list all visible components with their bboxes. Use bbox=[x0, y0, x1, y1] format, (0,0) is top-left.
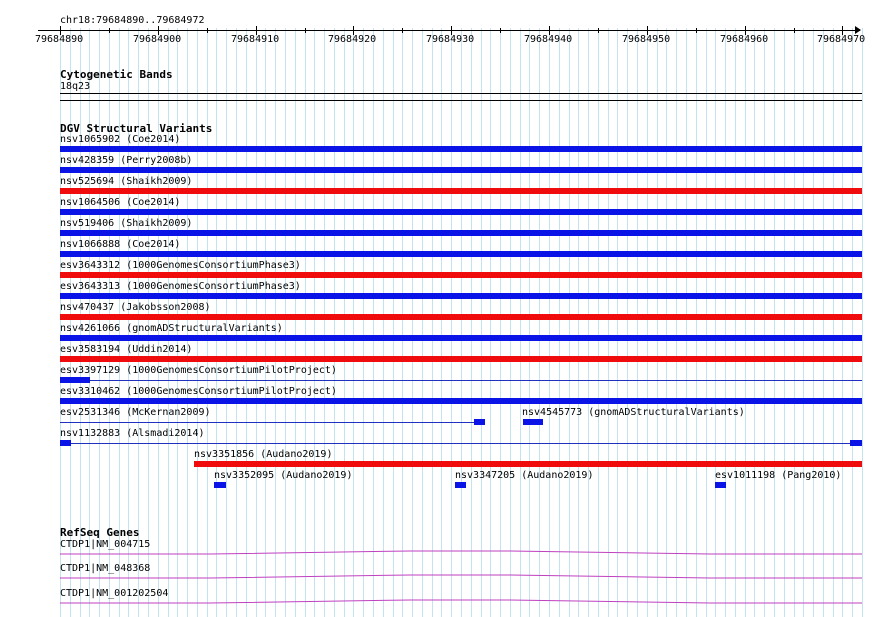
grid-line bbox=[676, 28, 677, 617]
grid-line bbox=[363, 28, 364, 617]
grid-line bbox=[451, 28, 452, 617]
dgv-track-title: DGV Structural Variants bbox=[60, 122, 213, 135]
grid-line bbox=[539, 28, 540, 617]
dgv-feature-bar[interactable] bbox=[60, 398, 862, 404]
dgv-feature-label: esv3397129 (1000GenomesConsortiumPilotProject) bbox=[60, 365, 337, 376]
dgv-feature-bar[interactable] bbox=[474, 419, 485, 425]
dgv-feature-bar[interactable] bbox=[455, 482, 466, 488]
grid-line bbox=[862, 28, 863, 617]
grid-line bbox=[393, 28, 394, 617]
dgv-feature-label: nsv1132883 (Alsmadi2014) bbox=[60, 428, 205, 439]
dgv-feature-bar[interactable] bbox=[60, 272, 862, 278]
dgv-feature-label: nsv3347205 (Audano2019) bbox=[455, 470, 594, 481]
cytoband-track-title: Cytogenetic Bands bbox=[60, 68, 173, 81]
dgv-feature-bar[interactable] bbox=[60, 335, 862, 341]
grid-line bbox=[637, 28, 638, 617]
grid-line bbox=[510, 28, 511, 617]
ruler-tick-label: 79684920 bbox=[328, 34, 377, 45]
cytoband-label: 18q23 bbox=[60, 81, 91, 92]
ruler-tick-label: 79684970 bbox=[817, 34, 866, 45]
grid-line bbox=[803, 28, 804, 617]
grid-line bbox=[627, 28, 628, 617]
grid-line bbox=[764, 28, 765, 617]
grid-line bbox=[314, 28, 315, 617]
grid-line bbox=[725, 28, 726, 617]
grid-line bbox=[666, 28, 667, 617]
grid-line bbox=[617, 28, 618, 617]
dgv-feature-label: nsv519406 (Shaikh2009) bbox=[60, 218, 193, 229]
grid-line bbox=[324, 28, 325, 617]
grid-line bbox=[432, 28, 433, 617]
dgv-feature-label: nsv4261066 (gnomADStructuralVariants) bbox=[60, 323, 283, 334]
ruler-minor-tick bbox=[598, 28, 599, 33]
dgv-feature-connector[interactable] bbox=[60, 380, 862, 381]
grid-line bbox=[490, 28, 491, 617]
dgv-feature-label: esv3310462 (1000GenomesConsortiumPilotProject) bbox=[60, 386, 337, 397]
refseq-track-title: RefSeq Genes bbox=[60, 526, 140, 539]
grid-line bbox=[305, 28, 306, 617]
dgv-feature-bar[interactable] bbox=[715, 482, 726, 488]
grid-line bbox=[481, 28, 482, 617]
dgv-feature-label: esv3643312 (1000GenomesConsortiumPhase3) bbox=[60, 260, 301, 271]
cytoband-divider bbox=[60, 100, 862, 101]
grid-line bbox=[686, 28, 687, 617]
cytoband-line[interactable] bbox=[60, 93, 862, 94]
ruler-tick-label: 79684890 bbox=[35, 34, 84, 45]
grid-line bbox=[813, 28, 814, 617]
grid-line bbox=[754, 28, 755, 617]
dgv-feature-bar[interactable] bbox=[523, 419, 543, 425]
grid-line bbox=[295, 28, 296, 617]
dgv-feature-label: nsv525694 (Shaikh2009) bbox=[60, 176, 193, 187]
dgv-feature-label: nsv3352095 (Audano2019) bbox=[214, 470, 353, 481]
dgv-feature-label: nsv470437 (Jakobsson2008) bbox=[60, 302, 211, 313]
ruler-minor-tick bbox=[696, 28, 697, 33]
grid-line bbox=[529, 28, 530, 617]
grid-line bbox=[344, 28, 345, 617]
dgv-feature-label: nsv1066888 (Coe2014) bbox=[60, 239, 181, 250]
grid-line bbox=[422, 28, 423, 617]
grid-line bbox=[745, 28, 746, 617]
dgv-feature-label: esv2531346 (McKernan2009) bbox=[60, 407, 211, 418]
ruler-minor-tick bbox=[207, 28, 208, 33]
dgv-feature-label: esv3583194 (Uddin2014) bbox=[60, 344, 193, 355]
ruler-minor-tick bbox=[109, 28, 110, 33]
grid-line bbox=[794, 28, 795, 617]
grid-line bbox=[353, 28, 354, 617]
dgv-feature-bar[interactable] bbox=[60, 188, 862, 194]
grid-line bbox=[461, 28, 462, 617]
refseq-gene-label: CTDP1|NM_048368 bbox=[60, 563, 151, 574]
grid-line bbox=[715, 28, 716, 617]
grid-line bbox=[588, 28, 589, 617]
ruler-axis bbox=[38, 30, 860, 31]
dgv-feature-bar[interactable] bbox=[60, 146, 862, 152]
grid-line bbox=[823, 28, 824, 617]
ruler-tick-label: 79684900 bbox=[133, 34, 182, 45]
ruler-tick-label: 79684930 bbox=[426, 34, 475, 45]
grid-line bbox=[696, 28, 697, 617]
refseq-gene-label: CTDP1|NM_001202504 bbox=[60, 588, 169, 599]
grid-line bbox=[412, 28, 413, 617]
dgv-feature-bar[interactable] bbox=[60, 356, 862, 362]
dgv-feature-bar[interactable] bbox=[214, 482, 226, 488]
dgv-feature-connector[interactable] bbox=[60, 443, 862, 444]
dgv-feature-label: nsv428359 (Perry2008b) bbox=[60, 155, 193, 166]
grid-line bbox=[842, 28, 843, 617]
grid-line bbox=[578, 28, 579, 617]
dgv-feature-bar[interactable] bbox=[60, 167, 862, 173]
ruler-minor-tick bbox=[500, 28, 501, 33]
grid-line bbox=[774, 28, 775, 617]
grid-line bbox=[852, 28, 853, 617]
grid-line bbox=[549, 28, 550, 617]
ruler-minor-tick bbox=[305, 28, 306, 33]
ruler-minor-tick bbox=[794, 28, 795, 33]
ruler-minor-tick bbox=[402, 28, 403, 33]
dgv-feature-label: nsv3351856 (Audano2019) bbox=[194, 449, 333, 460]
grid-line bbox=[402, 28, 403, 617]
dgv-feature-bar[interactable] bbox=[60, 251, 862, 257]
dgv-feature-connector[interactable] bbox=[60, 422, 478, 423]
dgv-feature-bar[interactable] bbox=[194, 461, 862, 467]
grid-line bbox=[647, 28, 648, 617]
dgv-feature-bar[interactable] bbox=[60, 230, 862, 236]
dgv-feature-label: nsv1064506 (Coe2014) bbox=[60, 197, 181, 208]
grid-line bbox=[334, 28, 335, 617]
dgv-feature-label: esv1011198 (Pang2010) bbox=[715, 470, 842, 481]
dgv-feature-label: nsv4545773 (gnomADStructuralVariants) bbox=[522, 407, 745, 418]
ruler-location: chr18:79684890..79684972 bbox=[60, 15, 205, 26]
grid-line bbox=[598, 28, 599, 617]
grid-line bbox=[657, 28, 658, 617]
refseq-gene-label: CTDP1|NM_004715 bbox=[60, 539, 151, 550]
grid-line bbox=[559, 28, 560, 617]
dgv-feature-bar[interactable] bbox=[60, 377, 90, 383]
dgv-feature-bar[interactable] bbox=[60, 293, 862, 299]
ruler-arrow-right-icon bbox=[855, 26, 861, 34]
grid-line bbox=[784, 28, 785, 617]
grid-line bbox=[383, 28, 384, 617]
dgv-feature-label: nsv1065902 (Coe2014) bbox=[60, 134, 181, 145]
ruler-tick-label: 79684910 bbox=[231, 34, 280, 45]
grid-line bbox=[608, 28, 609, 617]
dgv-feature-bar[interactable] bbox=[850, 440, 862, 446]
dgv-feature-label: esv3643313 (1000GenomesConsortiumPhase3) bbox=[60, 281, 301, 292]
ruler-tick-label: 79684940 bbox=[524, 34, 573, 45]
grid-line bbox=[373, 28, 374, 617]
ruler-tick-label: 79684950 bbox=[622, 34, 671, 45]
grid-line bbox=[706, 28, 707, 617]
grid-line bbox=[441, 28, 442, 617]
grid-line bbox=[569, 28, 570, 617]
grid-line bbox=[520, 28, 521, 617]
dgv-feature-bar[interactable] bbox=[60, 314, 862, 320]
grid-line bbox=[471, 28, 472, 617]
grid-line bbox=[735, 28, 736, 617]
grid-line bbox=[500, 28, 501, 617]
grid-line bbox=[833, 28, 834, 617]
dgv-feature-bar[interactable] bbox=[60, 440, 71, 446]
grid-line bbox=[285, 28, 286, 617]
dgv-feature-bar[interactable] bbox=[60, 209, 862, 215]
ruler-tick-label: 79684960 bbox=[720, 34, 769, 45]
